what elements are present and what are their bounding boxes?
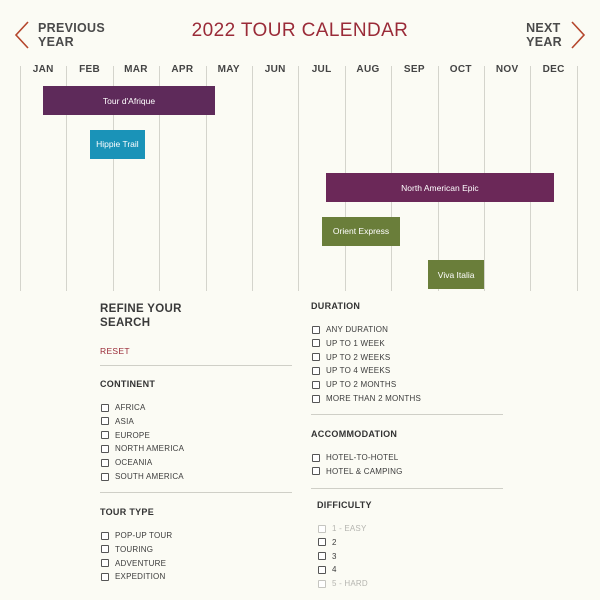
divider xyxy=(311,488,503,489)
duration-filter-title: DURATION xyxy=(311,301,361,311)
filter-checkbox[interactable] xyxy=(318,552,326,560)
filter-checkbox[interactable] xyxy=(101,573,109,581)
filter-checkbox[interactable] xyxy=(101,459,109,467)
filter-option-label: 2 xyxy=(332,537,337,547)
previous-year-label: PREVIOUS YEAR xyxy=(38,21,105,49)
filter-checkbox[interactable] xyxy=(101,559,109,567)
filter-option-label: UP TO 4 WEEKS xyxy=(326,366,391,376)
filter-option[interactable] xyxy=(312,394,421,403)
tour-bar[interactable]: North American Epic xyxy=(326,173,553,202)
divider xyxy=(100,492,292,493)
month-gridline xyxy=(577,66,578,291)
month-label-aug: AUG xyxy=(356,64,380,75)
filter-option xyxy=(318,524,367,533)
month-label-sep: SEP xyxy=(403,64,425,75)
filter-checkbox[interactable] xyxy=(101,417,109,425)
tour-bar[interactable]: Viva Italia xyxy=(428,260,484,289)
tour-timeline xyxy=(20,66,578,291)
filter-checkbox[interactable] xyxy=(312,395,320,403)
filter-option[interactable] xyxy=(101,444,184,453)
filter-option[interactable] xyxy=(318,538,337,547)
filter-option[interactable] xyxy=(312,366,390,375)
filter-checkbox[interactable] xyxy=(312,353,320,361)
filter-checkbox[interactable] xyxy=(101,431,109,439)
filter-checkbox[interactable] xyxy=(312,381,320,389)
filter-checkbox[interactable] xyxy=(101,532,109,540)
month-label-apr: APR xyxy=(171,64,194,75)
next-year-label: NEXT YEAR xyxy=(526,21,562,49)
divider xyxy=(311,414,503,415)
filter-option[interactable] xyxy=(101,458,152,467)
filter-option[interactable] xyxy=(101,417,134,426)
filter-option-label: TOURING xyxy=(115,544,154,554)
filter-checkbox[interactable] xyxy=(312,454,320,462)
tour-bar[interactable]: Hippie Trail xyxy=(90,130,146,159)
filter-option-label: 3 xyxy=(332,551,337,561)
filter-checkbox[interactable] xyxy=(312,326,320,334)
filter-checkbox xyxy=(318,580,326,588)
filter-option-label: POP-UP TOUR xyxy=(115,531,173,540)
chevron-right-icon xyxy=(570,20,586,50)
filter-option[interactable] xyxy=(312,339,385,348)
month-label-may: MAY xyxy=(217,64,240,75)
filter-option-label: NORTH AMERICA xyxy=(115,444,185,454)
filter-option-label: 1 - EASY xyxy=(332,524,367,533)
filter-option[interactable] xyxy=(101,403,146,412)
filter-option[interactable] xyxy=(101,431,150,440)
filter-option[interactable] xyxy=(312,467,403,476)
filter-checkbox[interactable] xyxy=(312,367,320,375)
month-gridline xyxy=(298,66,299,291)
month-label-dec: DEC xyxy=(542,64,565,75)
filter-option-label: ANY DURATION xyxy=(326,325,389,334)
month-label-mar: MAR xyxy=(124,64,148,75)
page-title: 2022 TOUR CALENDAR xyxy=(191,20,409,41)
filter-option[interactable] xyxy=(101,472,184,481)
filter-option-label: SOUTH AMERICA xyxy=(115,472,184,481)
next-year-button[interactable] xyxy=(526,20,586,50)
accommodation-filter-title: ACCOMMODATION xyxy=(311,429,398,439)
filter-checkbox[interactable] xyxy=(101,473,109,481)
filter-checkbox[interactable] xyxy=(312,467,320,475)
filter-option-label: 4 xyxy=(332,565,337,575)
filter-checkbox[interactable] xyxy=(318,566,326,574)
filter-option[interactable] xyxy=(312,325,388,334)
month-label-jul: JUL xyxy=(311,64,332,75)
filter-option[interactable] xyxy=(101,545,153,554)
filter-option-label: ADVENTURE xyxy=(115,558,167,568)
filter-option xyxy=(318,579,368,588)
tour-type-filter-title: TOUR TYPE xyxy=(100,507,155,517)
tour-bar[interactable]: Orient Express xyxy=(322,217,401,246)
difficulty-filter-title: DIFFICULTY xyxy=(317,500,372,510)
filter-option[interactable] xyxy=(101,572,165,581)
filter-option-label: AFRICA xyxy=(115,403,146,412)
filter-option[interactable] xyxy=(312,453,398,462)
month-label-oct: OCT xyxy=(449,64,472,75)
filter-checkbox[interactable] xyxy=(101,545,109,553)
month-gridline xyxy=(252,66,253,291)
month-label-feb: FEB xyxy=(79,64,101,75)
filter-checkbox[interactable] xyxy=(318,538,326,546)
month-label-nov: NOV xyxy=(495,64,519,75)
filter-option-label: HOTEL & CAMPING xyxy=(326,466,403,476)
filter-option[interactable] xyxy=(318,552,337,561)
filter-option-label: EUROPE xyxy=(115,430,150,440)
filter-checkbox[interactable] xyxy=(101,404,109,412)
filter-option[interactable] xyxy=(312,380,396,389)
filter-option[interactable] xyxy=(101,559,166,568)
filter-checkbox xyxy=(318,525,326,533)
filter-option[interactable] xyxy=(312,353,390,362)
filter-option-label: OCEANIA xyxy=(115,458,153,468)
filter-option[interactable] xyxy=(318,565,337,574)
refine-search-heading: REFINE YOUR SEARCH xyxy=(100,303,182,329)
filter-option-label: 5 - HARD xyxy=(332,579,368,589)
filter-option-label: MORE THAN 2 MONTHS xyxy=(326,394,422,403)
month-label-jun: JUN xyxy=(264,64,286,75)
month-label-jan: JAN xyxy=(32,64,54,75)
tour-bar[interactable]: Tour d'Afrique xyxy=(43,86,215,115)
filter-option-label: ASIA xyxy=(115,416,135,426)
filter-option[interactable] xyxy=(101,531,172,540)
filter-option-label: EXPEDITION xyxy=(115,572,166,582)
divider xyxy=(100,365,292,366)
filter-option-label: UP TO 2 MONTHS xyxy=(326,380,397,390)
filter-option-label: HOTEL-TO-HOTEL xyxy=(326,453,399,462)
filter-checkbox[interactable] xyxy=(101,445,109,453)
filter-checkbox[interactable] xyxy=(312,339,320,347)
filter-option-label: UP TO 1 WEEK xyxy=(326,338,385,348)
filter-option-label: UP TO 2 WEEKS xyxy=(326,352,391,362)
month-gridline xyxy=(20,66,21,291)
reset-button[interactable]: RESET xyxy=(100,346,130,356)
continent-filter-title: CONTINENT xyxy=(100,379,156,389)
